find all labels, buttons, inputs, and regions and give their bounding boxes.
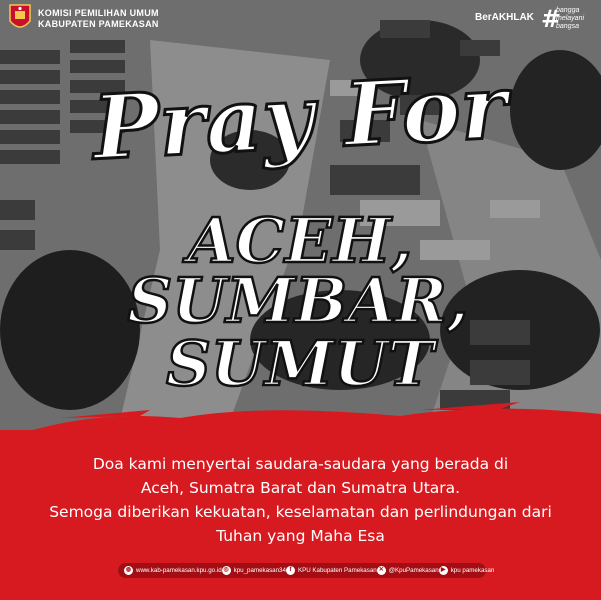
social-website[interactable]: [124, 566, 222, 575]
headline-sumut: SUMUT: [166, 327, 434, 400]
message-line2: Aceh, Sumatra Barat dan Sumatra Utara.: [140, 479, 461, 497]
tagline-line3: bangsa: [556, 23, 579, 30]
social-media-bar: [118, 563, 495, 578]
headline-sumbar: SUMBAR,: [127, 264, 469, 337]
youtube-icon: ▶: [439, 566, 448, 575]
social-twitter[interactable]: [377, 566, 439, 575]
tagline-line1: bangga: [556, 7, 580, 14]
web-icon: ◍: [125, 567, 132, 573]
facebook-icon: f: [286, 566, 295, 575]
twitter-label: @KpuPamekasan: [388, 567, 439, 574]
youtube-label: kpu pamekasan: [450, 567, 495, 574]
website-label: www.kab-pamekasan.kpu.go.id: [136, 567, 222, 574]
headline-aceh: ACEH,: [187, 204, 413, 277]
social-youtube[interactable]: [439, 566, 495, 575]
org-name-line1: KOMISI PEMILIHAN UMUM: [38, 8, 159, 18]
berakhlak-logo: BerAKHLAK: [475, 12, 534, 23]
bangga-mark-icon: #: [541, 5, 562, 33]
message-line3: Semoga diberikan kekuatan, keselamatan dan perlindungan dari: [49, 503, 552, 521]
org-name-line2: KABUPATEN PAMEKASAN: [38, 19, 159, 29]
facebook-label: KPU Kabupaten Pamekasan: [297, 567, 377, 574]
instagram-icon: ◎: [223, 567, 229, 573]
social-instagram[interactable]: [222, 566, 286, 575]
instagram-label: kpu_pamekasan34: [233, 567, 286, 574]
twitter-icon: ✕: [378, 567, 384, 573]
message-line4: Tuhan yang Maha Esa: [216, 527, 385, 545]
prayer-message: [0, 452, 601, 548]
message-line1: Doa kami menyertai saudara-saudara yang berada di: [92, 455, 509, 473]
headline-pray-for: Pray For: [90, 54, 510, 180]
tagline-line2: melayani: [556, 15, 585, 22]
social-facebook[interactable]: [286, 566, 377, 575]
